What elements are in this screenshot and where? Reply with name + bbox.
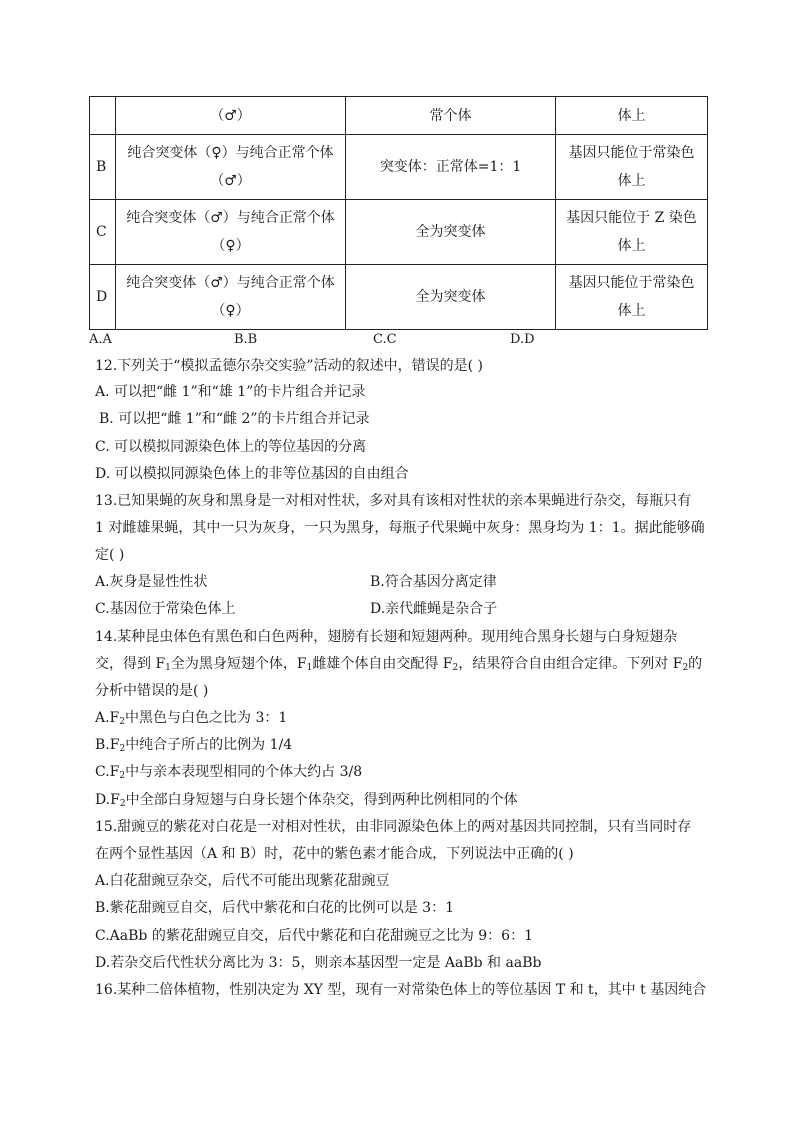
cross-text-line1: 纯合突变体（♀）与纯合正常个体 (127, 145, 334, 161)
q13-stem-line1: 13.已知果蝇的灰身和黑身是一对相对性状，多对具有该相对性状的亲本果蝇进行杂交，每瓶只有 (95, 493, 692, 509)
cross-text-line1: 纯合突变体（♂）与纯合正常个体 (126, 275, 335, 291)
table-cell-conclusion (556, 135, 708, 200)
conclusion-line1: 基因只能位于常染色 (568, 145, 695, 161)
q13-stem-line2: 1 对雌雄果蝇，其中一只为灰身，一只为黑身，每瓶子代果蝇中灰身：黑身均为 1：1。据此能够确 (95, 520, 705, 536)
q15-option-c: C.AaBb 的紫花甜豌豆自交，后代中紫花和白花甜豌豆之比为 9：6：1 (95, 928, 533, 944)
table-cell-label (90, 97, 116, 135)
q14-option-c: $C.F_2$中与亲本表现型相同的个体大约占 3/8 (95, 764, 363, 781)
cross-text-line2: （♀） (211, 238, 250, 254)
q13-option-c: C.基因位于常染色体上 (95, 601, 236, 617)
q13-stem-line3: 定( ) (95, 547, 125, 563)
q13-option-b: B.符合基因分离定律 (370, 574, 497, 590)
table-cell-label: C (90, 200, 116, 265)
conclusion-line2: 体上 (617, 303, 646, 319)
q15-option-b: B.紫花甜豌豆自交，后代中紫花和白花的比例可以是 3：1 (95, 900, 455, 916)
table-cell-conclusion (556, 200, 708, 265)
q12-option-a: A. 可以把“雌 1”和“雄 1”的卡片组合并记录 (95, 384, 366, 400)
table-row (90, 135, 708, 200)
table-cell-label: B (90, 135, 116, 200)
option-d: D.D (510, 332, 535, 347)
table-cell-label: D (90, 265, 116, 330)
q14-stem-line3: 分析中错误的是( ) (95, 683, 209, 699)
table-cell-conclusion: 体上 (556, 97, 708, 135)
q14-option-d: $D.F_2$中全部白身短翅与白身长翅个体杂交，得到两种比例相同的个体 (95, 792, 518, 809)
q12-stem: 12.下列关于“模拟孟德尔杂交实验”活动的叙述中，错误的是( ) (95, 358, 483, 374)
cross-text-line1: 纯合突变体（♂）与纯合正常个体 (126, 210, 335, 226)
conclusion-line2: 体上 (617, 173, 646, 189)
table-cell-result: 常个体 (346, 97, 556, 135)
conclusion-line1: 基因只能位于 Z 染色 (566, 210, 697, 226)
cross-text-line2: （♂） (210, 173, 251, 189)
option-a: A.A (89, 332, 112, 347)
q15-stem-line1: 15.甜豌豆的紫花对白花是一对相对性状，由非同源染色体上的两对基因共同控制，只有当同时存 (95, 819, 692, 835)
cross-text-line2: （♀） (211, 303, 250, 319)
experiment-table (89, 96, 708, 330)
q13-option-a: A.灰身是显性性状 (95, 574, 208, 590)
table-cell-cross (116, 265, 346, 330)
q15-option-d: D.若杂交后代性状分离比为 3：5，则亲本基因型一定是 AaBb 和 aaBb (95, 955, 542, 971)
table-row (90, 200, 708, 265)
q12-option-b: B. 可以把“雌 1”和“雌 2”的卡片组合并记录 (99, 411, 370, 427)
table-cell-cross (116, 135, 346, 200)
q14-option-a: $A.F_2$中黑色与白色之比为 3：1 (95, 710, 288, 727)
table-row (90, 97, 708, 135)
option-c: C.C (373, 332, 397, 347)
table-cell-cross (116, 200, 346, 265)
table-cell-cross: （♂） (116, 97, 346, 135)
table-cell-conclusion (556, 265, 708, 330)
table-cell-result: 全为突变体 (346, 200, 556, 265)
q14-option-b: $B.F_2$中纯合子所占的比例为 1/4 (95, 737, 293, 754)
q12-option-c: C. 可以模拟同源染色体上的等位基因的分离 (95, 439, 367, 455)
table-cell-result: 突变体：正常体=1：1 (346, 135, 556, 200)
table-row (90, 265, 708, 330)
table-cell-result: 全为突变体 (346, 265, 556, 330)
q14-stem-line2: 交，得到 $F_1$全为黑身短翅个体，$F_1$雌雄个体自由交配得 $F_2$，结果符合自由组合定律。下列对 $F_2$的 (95, 656, 703, 673)
q13-option-d: D.亲代雌蝇是杂合子 (370, 601, 498, 617)
q15-option-a: A.白花甜豌豆杂交，后代不可能出现紫花甜豌豆 (95, 873, 390, 889)
option-b: B.B (234, 332, 258, 347)
q14-stem-line1: 14.某种昆虫体色有黑色和白色两种，翅膀有长翅和短翅两种。现用纯合黑身长翅与白身短翅杂 (95, 629, 678, 645)
conclusion-line1: 基因只能位于常染色 (568, 275, 695, 291)
q15-stem-line2: 在两个显性基因（A 和 B）时，花中的紫色素才能合成，下列说法中正确的( ) (95, 846, 574, 862)
conclusion-line2: 体上 (617, 238, 646, 254)
q12-option-d: D. 可以模拟同源染色体上的非等位基因的自由组合 (95, 466, 409, 482)
q16-stem-line1: 16.某种二倍体植物，性别决定为 XY 型，现有一对常染色体上的等位基因 T 和 t，其中 t 基因纯合 (95, 982, 707, 998)
